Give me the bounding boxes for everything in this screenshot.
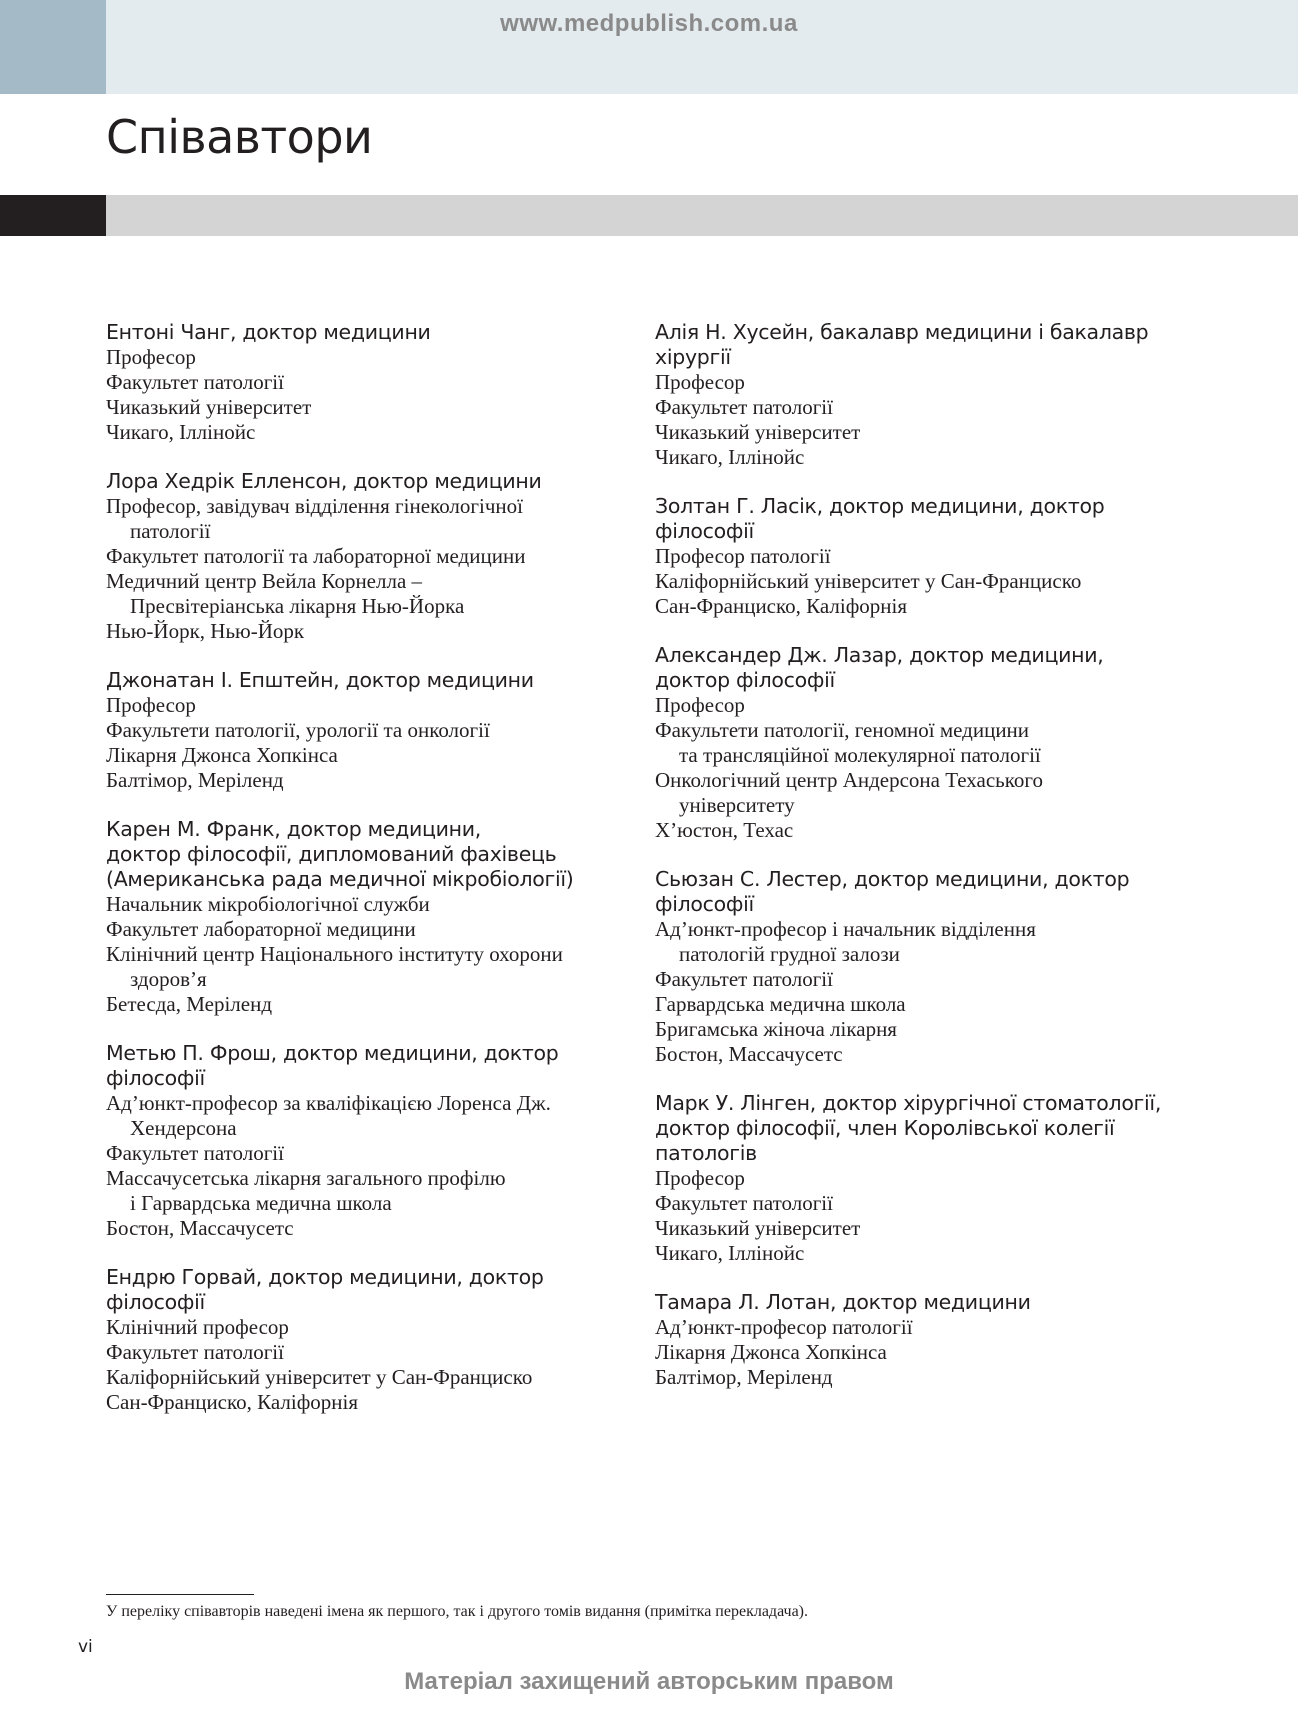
contributor-name: Марк У. Лінген, доктор хірургічної стоматології, [655, 1091, 1162, 1115]
contributor-affiliation-line: Балтімор, Меріленд [655, 1365, 833, 1389]
site-url: www.medpublish.com.ua [500, 10, 798, 37]
contributor-affiliation-line: Чиказький університет [655, 420, 861, 444]
contributor-name: (Американська рада медичної мікробіології) [106, 867, 574, 891]
copyright-notice: Матеріал захищений авторським правом [404, 1668, 894, 1695]
contributor-affiliation-line: Професор [106, 693, 196, 717]
contributor-affiliation-line: Бостон, Массачусетс [655, 1042, 843, 1066]
contributor-name: Лора Хедрік Елленсон, доктор медицини [106, 469, 542, 493]
contributor-name: Ендрю Горвай, доктор медицини, доктор [106, 1265, 544, 1289]
contributor-affiliation-line: Факультет патології [655, 395, 833, 419]
contributor-entry [655, 1290, 1175, 1390]
contributor-name: філософії [106, 1066, 205, 1090]
contributor-name: Метью П. Фрош, доктор медицини, доктор [106, 1041, 559, 1065]
contributor-affiliation-line: Ад’юнкт-професор за кваліфікацією Лоренса Дж. [106, 1091, 551, 1115]
footnote: У переліку співавторів наведені імена як першого, так і другого томів видання (примітка перекладача). [106, 1603, 809, 1620]
contributor-name: Ентоні Чанг, доктор медицини [106, 320, 431, 344]
contributor-name: доктор філософії, дипломований фахівець [106, 842, 557, 866]
contributor-affiliation-line: здоров’я [130, 967, 207, 991]
contributor-affiliation-line: Массачусетська лікарня загального профілю [106, 1166, 506, 1190]
contributor-affiliation-line: Факультет патології [106, 1340, 284, 1364]
contributor-affiliation-line: Факультет патології [106, 370, 284, 394]
contributor-entry [106, 469, 626, 644]
contributor-entry [106, 1041, 626, 1241]
contributor-affiliation-line: Сан-Франциско, Каліфорнія [655, 594, 908, 618]
contributor-name: Александер Дж. Лазар, доктор медицини, [655, 643, 1104, 667]
contributor-name: Карен М. Франк, доктор медицини, [106, 817, 482, 841]
contributor-affiliation-line: Гарвардська медична школа [655, 992, 906, 1016]
contributor-affiliation-line: Чикаго, Іллінойс [106, 420, 256, 444]
contributor-affiliation-line: Професор патології [655, 544, 831, 568]
contributor-name: Алія Н. Хусейн, бакалавр медицини і бакалавр [655, 320, 1149, 344]
title-rule [106, 195, 1298, 236]
contributor-name: Тамара Л. Лотан, доктор медицини [655, 1290, 1031, 1314]
title-rule-accent [0, 195, 106, 236]
contributor-affiliation-line: та трансляційної молекулярної патології [679, 743, 1041, 767]
contributor-entry [655, 1091, 1175, 1266]
contributor-name: філософії [106, 1290, 205, 1314]
contributor-affiliation-line: Чиказький університет [106, 395, 312, 419]
contributor-affiliation-line: університету [679, 793, 795, 817]
contributor-entry [106, 1265, 626, 1415]
contributor-affiliation-line: Онкологічний центр Андерсона Техаського [655, 768, 1043, 792]
contributor-affiliation-line: Х’юстон, Техас [655, 818, 794, 842]
contributor-affiliation-line: Лікарня Джонса Хопкінса [106, 743, 338, 767]
contributor-affiliation-line: патологій грудної залози [679, 942, 900, 966]
contributor-entry [655, 494, 1175, 619]
contributor-affiliation-line: Факультет лабораторної медицини [106, 917, 416, 941]
contributors-left-column [106, 320, 626, 1439]
contributor-affiliation-line: Сан-Франциско, Каліфорнія [106, 1390, 359, 1414]
contributor-entry [106, 817, 626, 1017]
contributor-affiliation-line: Факультет патології [655, 1191, 833, 1215]
contributor-affiliation-line: і Гарвардська медична школа [130, 1191, 392, 1215]
contributor-name: доктор філософії, член Королівської колегії [655, 1116, 1115, 1140]
contributor-entry [655, 643, 1175, 843]
contributor-entry [655, 320, 1175, 470]
contributors-right-column [655, 320, 1175, 1414]
contributor-affiliation-line: Лікарня Джонса Хопкінса [655, 1340, 887, 1364]
contributor-affiliation-line: Професор [655, 1166, 745, 1190]
contributor-affiliation-line: Професор, завідувач відділення гінекологічної [106, 494, 523, 518]
contributor-name: Джонатан І. Епштейн, доктор медицини [106, 668, 534, 692]
contributor-name: філософії [655, 519, 754, 543]
contributor-affiliation-line: Чикаго, Іллінойс [655, 1241, 805, 1265]
contributor-affiliation-line: Факультет патології [106, 1141, 284, 1165]
contributor-entry [655, 867, 1175, 1067]
contributor-affiliation-line: Бригамська жіноча лікарня [655, 1017, 897, 1041]
contributor-name: хірургії [655, 345, 731, 369]
contributor-affiliation-line: патології [130, 519, 211, 543]
contributor-affiliation-line: Чиказький університет [655, 1216, 861, 1240]
contributor-affiliation-line: Каліфорнійський університет у Сан-Франциско [655, 569, 1082, 593]
contributor-affiliation-line: Нью-Йорк, Нью-Йорк [106, 619, 305, 643]
contributor-affiliation-line: Клінічний професор [106, 1315, 289, 1339]
contributor-affiliation-line: Хендерсона [130, 1116, 237, 1140]
contributor-affiliation-line: Чикаго, Іллінойс [655, 445, 805, 469]
contributor-entry [106, 668, 626, 793]
contributor-affiliation-line: Факультети патології, урології та онкології [106, 718, 490, 742]
contributor-name: доктор філософії [655, 668, 835, 692]
contributor-affiliation-line: Пресвітеріанська лікарня Нью-Йорка [130, 594, 465, 618]
contributor-entry [106, 320, 626, 445]
contributor-affiliation-line: Ад’юнкт-професор і начальник відділення [655, 917, 1036, 941]
contributor-affiliation-line: Бетесда, Меріленд [106, 992, 273, 1016]
contributor-affiliation-line: Балтімор, Меріленд [106, 768, 284, 792]
contributor-name: Сьюзан С. Лестер, доктор медицини, доктор [655, 867, 1130, 891]
contributor-affiliation-line: Каліфорнійський університет у Сан-Франциско [106, 1365, 533, 1389]
footnote-rule [106, 1594, 254, 1595]
contributor-affiliation-line: Факультет патології [655, 967, 833, 991]
contributor-affiliation-line: Начальник мікробіологічної служби [106, 892, 430, 916]
contributor-affiliation-line: Факультети патології, геномної медицини [655, 718, 1030, 742]
contributor-affiliation-line: Професор [106, 345, 196, 369]
contributor-affiliation-line: Професор [655, 693, 745, 717]
contributor-name: Золтан Г. Ласік, доктор медицини, доктор [655, 494, 1105, 518]
contributor-affiliation-line: Бостон, Массачусетс [106, 1216, 294, 1240]
contributor-affiliation-line: Клінічний центр Національного інституту охорони [106, 942, 563, 966]
contributor-affiliation-line: Факультет патології та лабораторної медицини [106, 544, 526, 568]
page-number: vi [78, 1637, 93, 1657]
contributor-affiliation-line: Медичний центр Вейла Корнелла – [106, 569, 423, 593]
contributor-affiliation-line: Професор [655, 370, 745, 394]
contributor-affiliation-line: Ад’юнкт-професор патології [655, 1315, 913, 1339]
page-title: Співавтори [106, 110, 373, 164]
contributor-name: патологів [655, 1141, 757, 1165]
contributor-name: філософії [655, 892, 754, 916]
